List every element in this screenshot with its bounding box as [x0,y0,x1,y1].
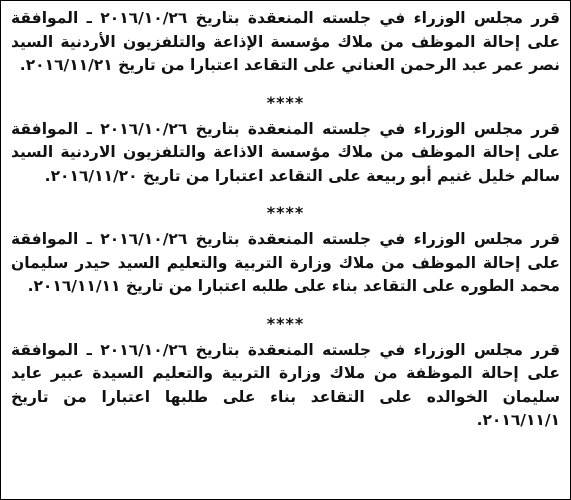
announcement-2: قرر مجلس الوزراء في جلسته المنعقدة بتاريخ ٢٠١٦/١٠/٢٦ ـ الموافقة على إحالة الموظف من ملاك مؤسسة الاذاعة والتلفزيون الاردنية السيد سالم خليل غنيم أبو ربيعة على التقاعد اعتبارا من تاريخ ٢٠١٦/١١/٢٠. [11,119,561,185]
announcement-1: قرر مجلس الوزراء في جلسته المنعقدة بتاريخ ٢٠١٦/١٠/٢٦ ـ الموافقة على إحالة الموظف من ملاك مؤسسة الإذاعة والتلفزيون الأردنية السيد نصر عمر عبد الرحمن العناني على التقاعد اعتبارا من تاريخ ٢٠١٦/١١/٢١. [11,9,561,74]
announcement-4: قرر مجلس الوزراء في جلسته المنعقدة بتاريخ ٢٠١٦/١٠/٢٦ ـ الموافقة على إحالة الموظفة من ملاك وزارة التربية والتعليم السيدة عبير عايد سليمان الخوالده على التقاعد بناء على طلبها اعتبارا من تاريخ ٢٠١٦/١١/١. [11,340,561,429]
announcement-3: قرر مجلس الوزراء في جلسته المنعقدة بتاريخ ٢٠١٦/١٠/٢٦ ـ الموافقة على إحالة الموظف من ملاك وزارة التربية والتعليم السيد حيدر سليمان محمد الطوره على التقاعد بناء على طلبه اعتبارا من تاريخ ٢٠١٦/١١/١١. [11,230,561,295]
separator-1: **** [266,92,305,112]
separator-2: **** [266,203,305,222]
separator-3: **** [266,313,305,333]
